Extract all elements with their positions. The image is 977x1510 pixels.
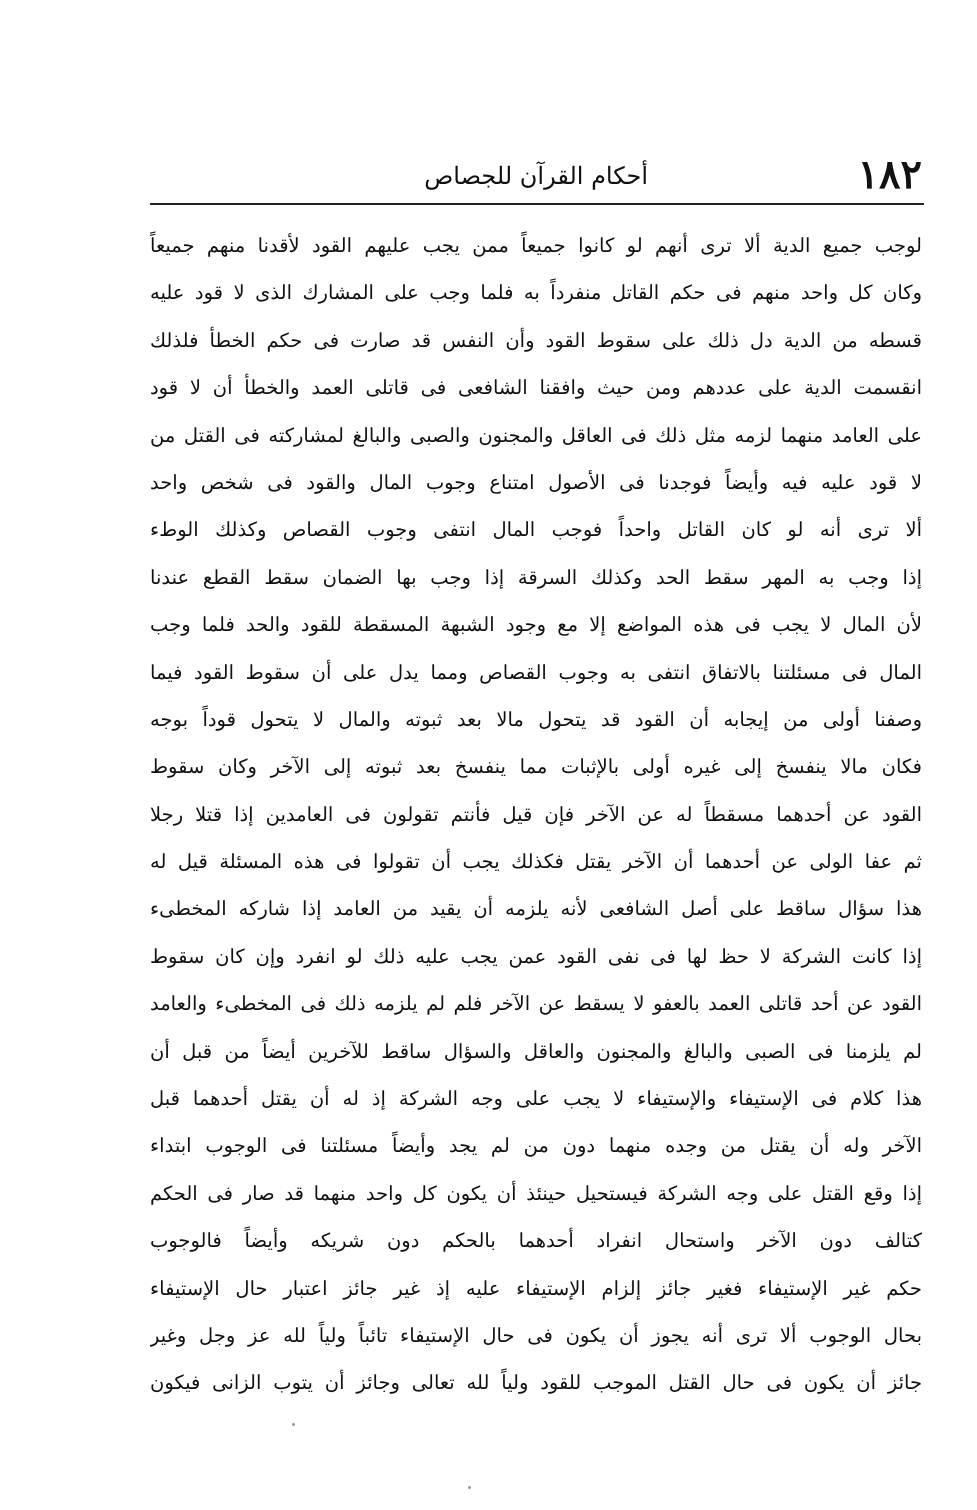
text-line: ثم عفا الولى عن أحدهما أن الآخر يقتل فكذلك يجب أن تقولوا فى هذه المسئلة قيل له bbox=[150, 850, 922, 874]
text-line: هذا سؤال ساقط على أصل الشافعى لأنه يلزمه أن يقيد من العامد إذا شاركه المخطىء bbox=[150, 897, 922, 921]
book-title: أحكام القرآن للجصاص bbox=[424, 162, 648, 190]
text-line: بحال الوجوب ألا ترى أنه يجوز أن يكون فى حال الإستيفاء تائباً ولياً لله عز وجل وغير bbox=[150, 1323, 922, 1347]
text-line: المال فى مسئلتنا بالاتفاق انتفى به وجوب القصاص ومما يدل على أن سقوط القود فيما bbox=[150, 660, 922, 684]
text-line: القود عن أحد قاتلى العمد بالعفو لا يسقط عن الآخر فلم لم يلزمه ذلك فى المخطىء والعامد bbox=[150, 992, 922, 1016]
scan-speck bbox=[292, 1423, 295, 1426]
text-line: إذا وقع القتل على وجه الشركة فيستحيل حينئذ أن يكون كل واحد منهما قد صار فى الحكم bbox=[150, 1181, 922, 1205]
text-line: انقسمت الدية على عددهم ومن حيث وافقنا الشافعى فى قاتلى العمد والخطأ أن لا قود bbox=[150, 376, 922, 400]
text-line: هذا كلام فى الإستيفاء والإستيفاء لا يجب على وجه الشركة إذ له أن يقتل أحدهما قبل bbox=[150, 1087, 922, 1111]
text-line: لوجب جميع الدية ألا ترى أنهم لو كانوا جميعاً ممن يجب عليهم القود لأقدنا منهم جميعاً bbox=[150, 234, 922, 257]
running-header bbox=[148, 150, 928, 200]
scan-speck bbox=[468, 1486, 471, 1489]
text-line: ألا ترى أنه لو كان القاتل واحداً فوجب المال انتفى وجوب القصاص وكذلك الوطء bbox=[150, 518, 922, 542]
text-line: حكم غير الإستيفاء فغير جائز إلزام الإستيفاء عليه إذ غير جائز اعتبار حال الإستيفاء bbox=[150, 1276, 922, 1300]
text-line: الآخر وله أن يقتل من وجده منهما دون من لم يجد وأيضاً مسئلتنا فى الوجوب ابتداء bbox=[150, 1134, 922, 1158]
page-number: ١٨٢ bbox=[857, 151, 922, 198]
text-line: جائز أن يكون فى حال القتل الموجب للقود ولياً لله تعالى وجائز أن يتوب الزانى فيكون bbox=[150, 1371, 922, 1395]
body-text bbox=[150, 222, 922, 1407]
text-line: فكان مالا ينفسخ إلى غيره أولى بالإثبات مما ينفسخ بعد ثبوته إلى الآخر وكان سقوط bbox=[150, 755, 922, 779]
text-line: إذا كانت الشركة لا حظ لها فى نفى القود عمن يجب عليه ذلك لو انفرد وإن كان سقوط bbox=[150, 944, 922, 968]
text-line: وكان كل واحد منهم فى حكم القاتل منفرداً به فلما وجب على المشارك الذى لا قود عليه bbox=[150, 281, 922, 305]
text-line: لم يلزمنا فى الصبى والبالغ والمجنون والعاقل والسؤال ساقط للآخرين أيضاً من قبل أن bbox=[150, 1039, 922, 1063]
text-line: قسطه من الدية دل ذلك على سقوط القود وأن النفس قد صارت فى حكم الخطأ فلذلك bbox=[150, 328, 922, 352]
text-line: كتالف دون الآخر واستحال انفراد أحدهما بالحكم دون شريكه وأيضاً فالوجوب bbox=[150, 1229, 922, 1253]
text-line: لأن المال لا يجب فى هذه المواضع إلا مع وجود الشبهة المسقطة للقود والحد فلما وجب bbox=[150, 613, 922, 637]
text-line: على العامد منهما لزمه مثل ذلك فى العاقل والمجنون والصبى والبالغ لمشاركته فى القتل من bbox=[150, 423, 922, 447]
text-line: لا قود عليه فيه وأيضاً فوجدنا فى الأصول امتناع وجوب المال والقود فى شخص واحد bbox=[150, 470, 922, 494]
text-line: إذا وجب به المهر سقط الحد وكذلك السرقة إذا وجب بها الضمان سقط القطع عندنا bbox=[150, 565, 922, 589]
text-line: القود عن أحدهما مسقطاً له عن الآخر فإن قيل فأنتم تقولون فى العامدين إذا قتلا رجلا bbox=[150, 802, 922, 826]
text-line: وصفنا أولى من إيجابه أن القود قد يتحول مالا بعد ثبوته والمال لا يتحول قوداً بوجه bbox=[150, 707, 922, 731]
header-divider bbox=[150, 203, 924, 205]
